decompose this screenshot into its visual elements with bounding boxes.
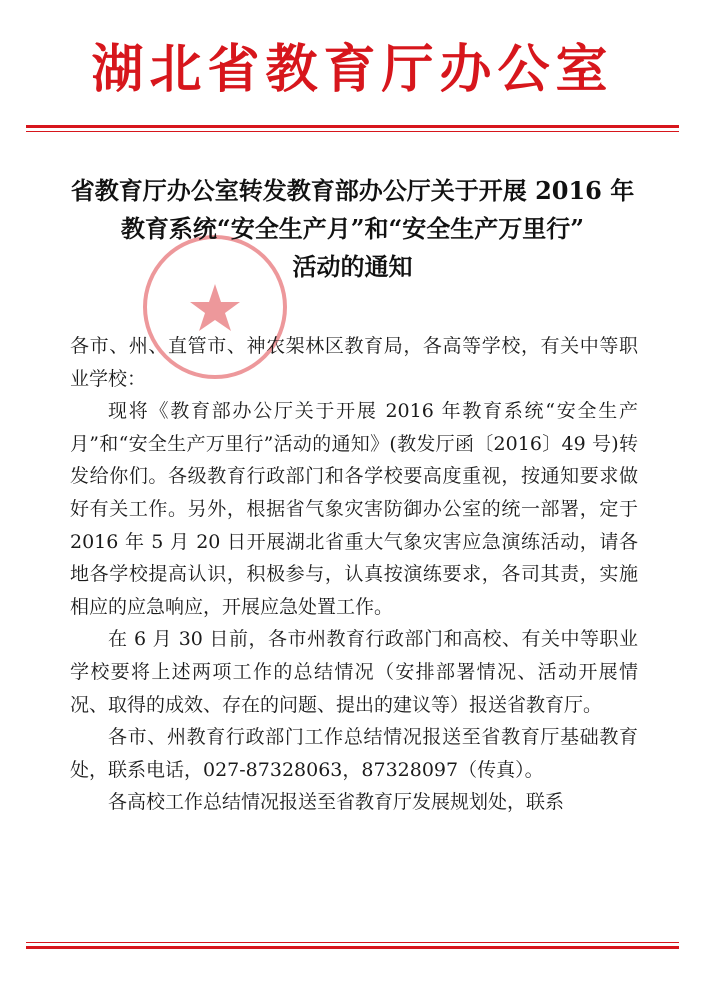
footer-rule-thick	[26, 946, 679, 949]
paragraph-2: 在 6 月 30 日前，各市州教育行政部门和高校、有关中等职业学校要将上述两项工作的总结情况（安排部署情况、活动开展情况、取得的成效、存在的问题、提出的建议等）报送省教育厅。	[70, 628, 638, 716]
masthead-rule-thick	[26, 125, 679, 128]
salutation: 各市、州、直管市、神农架林区教育局，各高等学校，有关中等职业学校：	[70, 335, 638, 390]
paragraph-1: 现将《教育部办公厅关于开展 2016 年教育系统“安全生产月”和“安全生产万里行”活动的通知》(教发厅函〔2016〕49 号)转发给你们。各级教育行政部门和各学校要高度重视，按通知要求做好有关工作。另外，根据省气象灾害防御办公室的统一部署，定于 2016 年 5 月 20 日开展湖北省重大气象灾害应急演练活动，请各地各学校提高认识，积极参与，认真按演练要求，各司其责，实施相应的应急响应，开展应急处置工作。	[70, 400, 638, 618]
footer-rule-thin	[26, 942, 679, 943]
document-title-line-1: 省教育厅办公室转发教育部办公厅关于开展 2016 年	[70, 176, 635, 205]
document-title-line-3: 活动的通知	[292, 252, 413, 281]
document-title-line-2: 教育系统“安全生产月”和“安全生产万里行”	[120, 214, 585, 243]
document-body	[70, 330, 638, 819]
masthead-rule-thin	[26, 131, 679, 132]
masthead: 湖北省教育厅办公室	[91, 40, 614, 100]
paragraph-4: 各高校工作总结情况报送至省教育厅发展规划处，联系	[108, 791, 565, 814]
paragraph-3: 各市、州教育行政部门工作总结情况报送至省教育厅基础教育处，联系电话，027-87328063，87328097（传真）。	[70, 726, 638, 781]
